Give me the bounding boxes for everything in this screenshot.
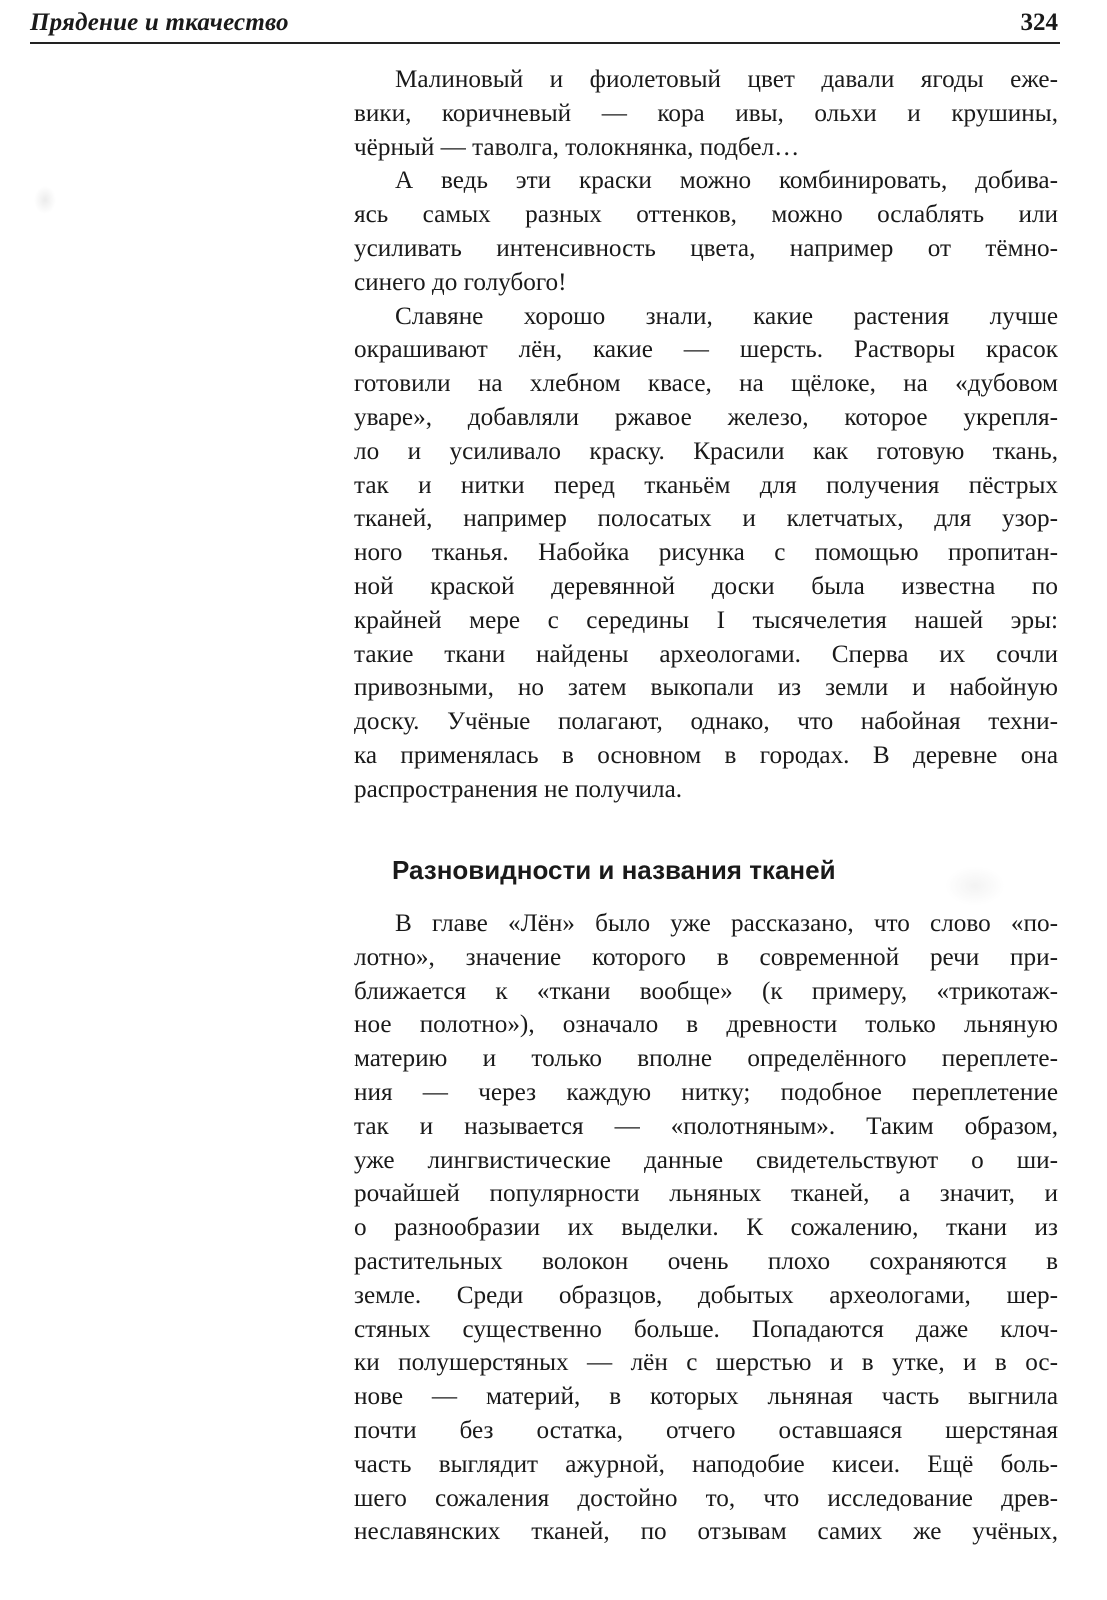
paragraph-fabrics [354, 907, 1058, 1549]
text-line: Малиновый и фиолетовый цвет давали ягоды еже- [395, 66, 1058, 93]
text-line: готовили на хлебном квасе, на щёлоке, на «дубовом [354, 370, 1058, 398]
text-line: окрашивают лён, какие — шерсть. Растворы красок [354, 336, 1058, 364]
text-line: крайней мере с середины I тысячелетия нашей эры: [354, 606, 1058, 634]
text-line: усиливать интенсивность цвета, например от тёмно- [354, 234, 1058, 262]
text-line: неславянских тканей, по отзывам самих же учёных, [354, 1518, 1058, 1546]
scan-smudge [945, 866, 1005, 906]
text-line: тканей, например полосатых и клетчатых, для узор- [354, 505, 1058, 533]
page-number: 324 [1020, 9, 1058, 36]
text-line: такие ткани найдены археологами. Сперва их сочли [354, 640, 1058, 668]
text-line: нове — материй, в которых льняная часть выгнила [354, 1383, 1058, 1411]
text-line: уваре», добавляли ржавое железо, которое укрепля- [354, 403, 1058, 431]
text-line: синего до голубого! [354, 268, 567, 296]
text-line: чёрный — таволга, толокнянка, подбел… [354, 133, 800, 161]
text-line: шего сожаления достойно то, что исследование древ- [354, 1484, 1058, 1512]
text-line: ло и усиливало краску. Красили как готовую ткань, [354, 437, 1058, 465]
text-line: земле. Среди образцов, добытых археологами, шер- [354, 1281, 1058, 1309]
text-line: рочайшей популярности льняных тканей, а значит, и [354, 1180, 1058, 1208]
text-line: распространения не получила. [354, 775, 683, 803]
text-line: вики, коричневый — кора ивы, ольхи и крушины, [354, 99, 1058, 127]
text-line: Славяне хорошо знали, какие растения лучше [395, 302, 1058, 330]
paragraphs-dyes [354, 63, 1058, 807]
text-line: ной краской деревянной доски была известна по [354, 572, 1058, 600]
text-line: В главе «Лён» было уже рассказано, что слово «по- [395, 910, 1058, 937]
text-line: ного тканья. Набойка рисунка с помощью пропитан- [354, 539, 1058, 567]
text-line: материю и только вполне определённого переплете- [354, 1045, 1058, 1073]
text-line: так и нитки перед тканьём для получения пёстрых [354, 471, 1058, 499]
text-line: уже лингвистические данные свидетельствуют о ши- [354, 1146, 1058, 1174]
text-line: почти без остатка, отчего оставшаяся шерстяная [354, 1416, 1058, 1444]
text-line: ближается к «ткани вообще» (к примеру, «трикотаж- [354, 977, 1058, 1005]
page-header [30, 6, 1060, 44]
text-line: ка применялась в основном в городах. В деревне она [354, 741, 1058, 769]
scan-smudge [34, 186, 56, 214]
text-line: ния — через каждую нитку; подобное переплетение [354, 1078, 1058, 1106]
text-line: ное полотно»), означало в древности только льняную [354, 1011, 1058, 1039]
text-line: стяных существенно больше. Попадаются даже клоч- [354, 1315, 1058, 1343]
text-line: лотно», значение которого в современной речи при- [354, 943, 1058, 971]
text-line: ки полушерстяных — лён с шерстью и в утке, и в ос- [354, 1349, 1058, 1377]
text-line: ясь самых разных оттенков, можно ослаблять или [354, 201, 1058, 229]
text-line: так и называется — «полотняным». Таким образом, [354, 1112, 1058, 1140]
text-line: часть выглядит ажурной, наподобие кисеи. Ещё боль- [354, 1450, 1058, 1478]
section-heading: Разновидности и названия тканей [392, 855, 836, 885]
text-line: растительных волокон очень плохо сохраняются в [354, 1247, 1058, 1275]
text-line: о разнообразии их выделки. К сожалению, ткани из [354, 1214, 1058, 1242]
text-line: доску. Учёные полагают, однако, что набойная техни- [354, 708, 1058, 736]
running-title: Прядение и ткачество [30, 9, 289, 36]
text-line: привозными, но затем выкопали из земли и набойную [354, 674, 1058, 702]
text-line: А ведь эти краски можно комбинировать, добива- [395, 167, 1058, 195]
